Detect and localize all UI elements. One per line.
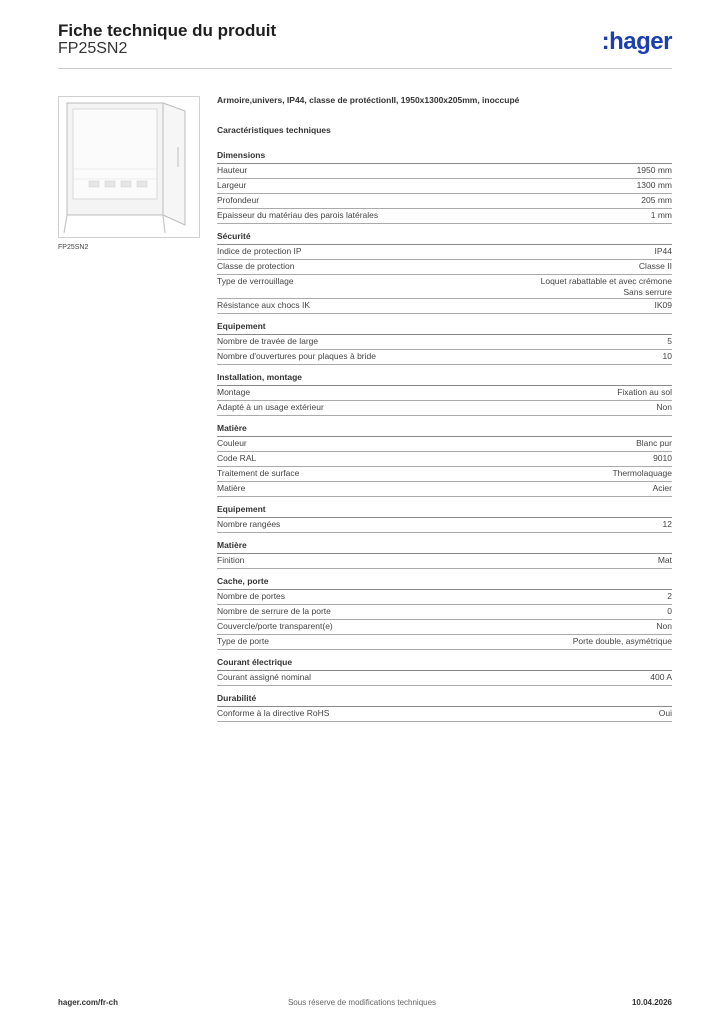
spec-label: Hauteur	[217, 165, 248, 175]
spec-value: Loquet rabattable et avec crémone Sans serrure	[540, 276, 672, 297]
spec-value: 5	[667, 336, 672, 346]
spec-label: Traitement de surface	[217, 468, 300, 478]
spec-row	[217, 671, 672, 686]
spec-row	[217, 194, 672, 209]
spec-row	[217, 590, 672, 605]
spec-section	[217, 372, 672, 416]
spec-row	[217, 299, 672, 314]
spec-section	[217, 576, 672, 650]
spec-section	[217, 504, 672, 533]
spec-value: 9010	[653, 453, 672, 463]
spec-row	[217, 437, 672, 452]
spec-row	[217, 707, 672, 722]
section-title: Equipement	[217, 504, 672, 518]
spec-value: Blanc pur	[636, 438, 672, 448]
spec-value: Oui	[658, 708, 672, 718]
spec-label: Matière	[217, 483, 246, 493]
spec-label: Montage	[217, 387, 251, 397]
footer-website: hager.com/fr-ch	[58, 998, 119, 1007]
spec-row	[217, 554, 672, 569]
image-caption: FP25SN2	[58, 244, 89, 251]
spec-label: Nombre de portes	[217, 591, 286, 601]
product-description: Armoire,univers, IP44, classe de protéctionII, 1950x1300x205mm, inoccupé	[217, 95, 520, 105]
spec-value: Fixation au sol	[617, 387, 672, 397]
spec-value: 400 A	[650, 672, 672, 682]
spec-value: 2	[667, 591, 672, 601]
spec-value: 12	[662, 519, 672, 529]
spec-label: Type de verrouillage	[217, 276, 294, 286]
spec-sections	[217, 150, 672, 722]
spec-row	[217, 386, 672, 401]
spec-label: Résistance aux chocs IK	[217, 300, 311, 310]
spec-value: 1300 mm	[636, 180, 672, 190]
spec-row	[217, 335, 672, 350]
spec-label: Largeur	[217, 180, 247, 190]
spec-section	[217, 321, 672, 365]
spec-value: IP44	[654, 246, 672, 256]
spec-value: Non	[656, 621, 672, 631]
spec-value: 10	[662, 351, 672, 361]
spec-row	[217, 260, 672, 275]
spec-label: Conforme à la directive RoHS	[217, 708, 330, 718]
spec-row	[217, 164, 672, 179]
section-title: Sécurité	[217, 231, 672, 245]
spec-label: Finition	[217, 555, 245, 565]
spec-label: Code RAL	[217, 453, 257, 463]
spec-label: Nombre de travée de large	[217, 336, 319, 346]
section-title: Matière	[217, 423, 672, 437]
spec-value: IK09	[654, 300, 672, 310]
product-reference: FP25SN2	[58, 40, 128, 57]
spec-label: Couvercle/porte transparent(e)	[217, 621, 333, 631]
spec-section	[217, 231, 672, 314]
spec-row	[217, 482, 672, 497]
spec-label: Nombre de serrure de la porte	[217, 606, 331, 616]
section-title: Cache, porte	[217, 576, 672, 590]
section-title: Matière	[217, 540, 672, 554]
spec-value: Acier	[652, 483, 672, 493]
spec-value: Thermolaquage	[612, 468, 672, 478]
spec-row	[217, 518, 672, 533]
spec-section	[217, 657, 672, 686]
page-title: Fiche technique du produit	[58, 21, 277, 40]
spec-row	[217, 401, 672, 416]
spec-row	[217, 245, 672, 260]
spec-section	[217, 423, 672, 497]
product-image	[58, 96, 200, 238]
spec-label: Nombre rangées	[217, 519, 281, 529]
section-title: Courant électrique	[217, 657, 672, 671]
spec-row	[217, 620, 672, 635]
section-title: Installation, montage	[217, 372, 672, 386]
spec-value: Non	[656, 402, 672, 412]
spec-section	[217, 693, 672, 722]
section-title: Equipement	[217, 321, 672, 335]
spec-section	[217, 540, 672, 569]
spec-label: Epaisseur du matériau des parois latérales	[217, 210, 379, 220]
spec-value: 1950 mm	[636, 165, 672, 175]
spec-value: Classe II	[638, 261, 672, 271]
spec-value: 1 mm	[650, 210, 672, 220]
section-title: Dimensions	[217, 150, 672, 164]
spec-label: Profondeur	[217, 195, 260, 205]
spec-row	[217, 452, 672, 467]
spec-section	[217, 150, 672, 224]
spec-row	[217, 209, 672, 224]
spec-label: Nombre d'ouvertures pour plaques à bride	[217, 351, 376, 361]
spec-row	[217, 350, 672, 365]
spec-row	[217, 635, 672, 650]
spec-label: Indice de protection IP	[217, 246, 302, 256]
spec-label: Adapté à un usage extérieur	[217, 402, 324, 412]
spec-value: 0	[667, 606, 672, 616]
footer-disclaimer: Sous réserve de modifications techniques	[287, 998, 437, 1007]
hager-logo: :hager	[601, 28, 672, 55]
spec-label: Courant assigné nominal	[217, 672, 312, 682]
cabinet-illustration	[59, 97, 199, 237]
header-divider	[58, 68, 672, 69]
spec-value: 205 mm	[641, 195, 672, 205]
specifications	[217, 95, 672, 722]
spec-label: Type de porte	[217, 636, 269, 646]
spec-row	[217, 605, 672, 620]
spec-value: Mat	[657, 555, 672, 565]
spec-label: Couleur	[217, 438, 247, 448]
spec-label: Classe de protection	[217, 261, 295, 271]
spec-row	[217, 179, 672, 194]
technical-characteristics-heading: Caractéristiques techniques	[217, 125, 331, 135]
footer-date: 10.04.2026	[631, 998, 672, 1007]
spec-row	[217, 275, 672, 299]
spec-value: Porte double, asymétrique	[572, 636, 672, 646]
section-title: Durabilité	[217, 693, 672, 707]
spec-row	[217, 467, 672, 482]
